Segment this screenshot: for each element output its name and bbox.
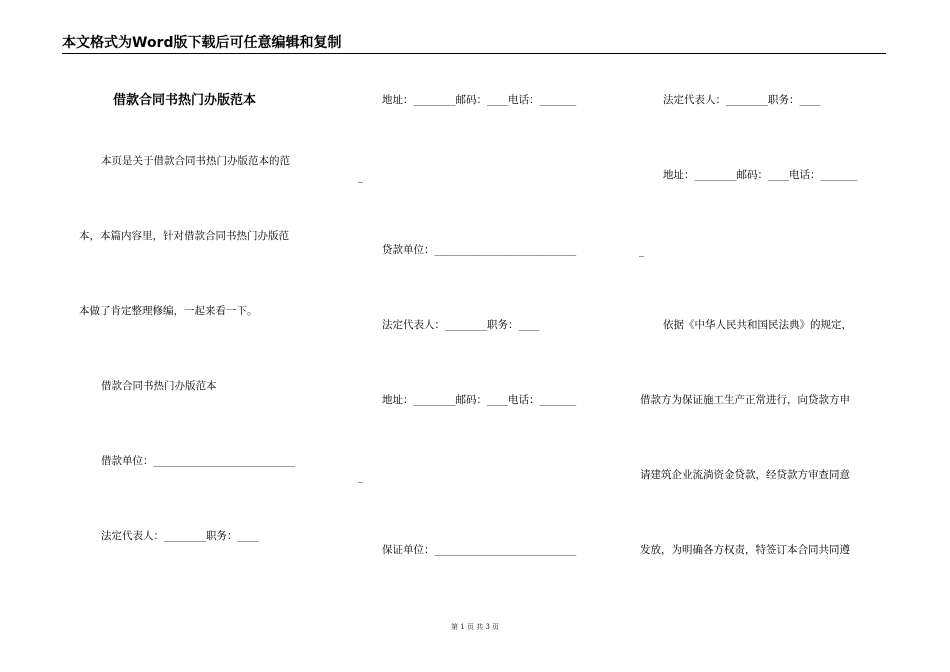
address-field: 地址：________邮码：____电话：_______ [382, 94, 577, 106]
subtitle: 借款合同书热门办版范本 [101, 380, 217, 392]
intro-line-2: 本，本篇内容里，针对借款合同书热门办版范 [79, 230, 289, 242]
intro-line-3: 本做了肯定整理修编，一起来看一下。 [79, 305, 258, 317]
intro-line-1: 本页是关于借款合同书热门办版范本的范 [101, 155, 290, 167]
document-header: 本文格式为Word版下载后可任意编辑和复制 [62, 35, 342, 51]
dash-marker: _ [358, 472, 363, 483]
address-field: 地址：________邮码：____电话：_______ [382, 394, 577, 406]
legal-rep-field: 法定代表人：________职务：____ [663, 94, 821, 106]
legal-rep-field: 法定代表人：________职务：____ [101, 530, 259, 542]
header-divider [62, 53, 886, 54]
legal-rep-field: 法定代表人：________职务：____ [382, 319, 540, 331]
lender-field: 贷款单位：___________________________ [382, 244, 577, 256]
paragraph-line-2: 借款方为保证施工生产正常进行，向贷款方申 [640, 394, 850, 406]
paragraph-line-1: 依据《中华人民共和国民法典》的规定， [663, 319, 852, 331]
page-number: 第 1 页 共 3 页 [450, 623, 500, 631]
document-title: 借款合同书热门办版范本 [113, 93, 257, 108]
paragraph-line-3: 请建筑企业流淌资金贷款，经贷款方审查同意 [640, 469, 850, 481]
dash-marker: _ [639, 246, 644, 257]
guarantor-field: 保证单位：___________________________ [382, 544, 577, 556]
address-field: 地址：________邮码：____电话：_______ [663, 169, 858, 181]
paragraph-line-4: 发放，为明确各方权责，特签订本合同共同遵 [640, 544, 850, 556]
borrower-field: 借款单位：___________________________ [101, 455, 296, 467]
dash-marker: _ [358, 172, 363, 183]
